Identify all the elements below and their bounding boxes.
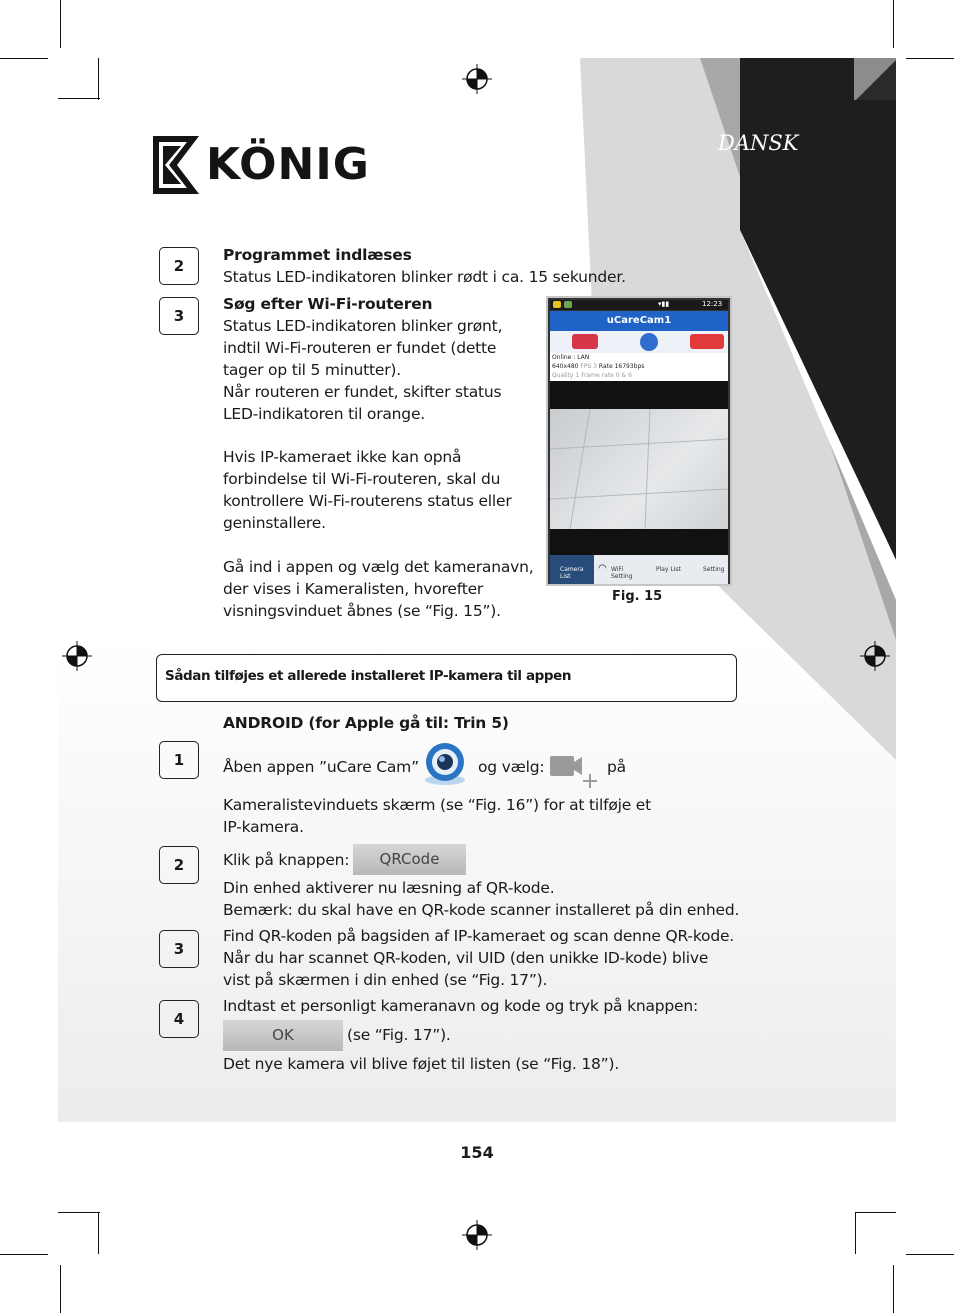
step-text: og vælg:: [478, 758, 545, 776]
tab-bar: [550, 555, 728, 584]
step-title: Søg efter Wi-Fi-routeren: [223, 295, 433, 313]
step-text: Hvis IP-kameraet ikke kan opnå: [223, 448, 462, 466]
registration-mark-icon: [462, 64, 492, 94]
phone-screenshot: [546, 296, 732, 586]
info-panel: [550, 353, 728, 381]
qrcode-button[interactable]: QRCode: [353, 844, 466, 875]
trim-mark: [855, 1212, 896, 1213]
step-text: kontrollere Wi-Fi-routerens status eller: [223, 492, 512, 510]
status-time: 12:23: [702, 300, 723, 308]
step-title: Programmet indlæses: [223, 246, 412, 264]
step-text: Når du har scannet QR-koden, vil UID (den unikke ID-kode) blive: [223, 949, 709, 967]
step-number: 1: [159, 741, 199, 779]
ok-button[interactable]: OK: [223, 1020, 343, 1051]
trim-mark: [906, 58, 954, 59]
step-text: Status LED-indikatoren blinker rødt i ca. 15 sekunder.: [223, 268, 626, 286]
trim-mark: [0, 1254, 48, 1255]
info-line: Quality 1 Frame rate 0 & 6: [552, 372, 632, 379]
step-text: der vises i Kameralisten, hvorefter: [223, 580, 484, 598]
trim-mark: [0, 58, 48, 59]
section-heading-box: [156, 654, 737, 702]
step-text: på: [607, 758, 626, 776]
step-number: 3: [159, 930, 199, 968]
step-text: visningsvinduet åbnes (se “Fig. 15”).: [223, 602, 501, 620]
tab-wifi-setting[interactable]: [595, 555, 639, 584]
section-subtitle: ANDROID (for Apple gå til: Trin 5): [223, 714, 509, 732]
step-number: 2: [159, 846, 199, 884]
tab-label: Play List: [656, 566, 681, 573]
trim-mark: [58, 98, 100, 99]
step-text: (se “Fig. 17”).: [347, 1026, 451, 1044]
tab-label: Camera List: [560, 566, 584, 580]
app-status-icon: [564, 301, 572, 308]
video-bottom-band: [550, 529, 728, 555]
step-text: Indtast et personligt kameranavn og kode og tryk på knappen:: [223, 997, 699, 1015]
trim-mark: [906, 1254, 954, 1255]
tab-play-list[interactable]: [640, 555, 684, 584]
video-feed: [550, 409, 728, 529]
step-text: forbindelse til Wi-Fi-routeren, skal du: [223, 470, 501, 488]
trim-mark: [98, 58, 99, 100]
step-text: Gå ind i appen og vælg det kameranavn,: [223, 558, 534, 576]
step-number: 4: [159, 1000, 199, 1038]
record-icon[interactable]: [572, 334, 598, 349]
trim-mark: [855, 1212, 856, 1254]
brand-name: KÖNIG: [206, 139, 370, 190]
step-number: 3: [159, 297, 199, 335]
info-line: 640x480 FPS 3 Rate 16793bps: [552, 363, 645, 370]
section-title: Sådan tilføjes et allerede installeret IP-kamera til appen: [165, 668, 572, 684]
tab-label: Setting: [703, 566, 725, 573]
figure-caption: Fig. 15: [612, 589, 663, 604]
trim-mark: [58, 1212, 100, 1213]
step-text: vist på skærmen i din enhed (se “Fig. 17”).: [223, 971, 548, 989]
tab-label: WiFi Setting: [611, 566, 633, 580]
video-grid-lines: [550, 409, 728, 529]
app-status-icon: [553, 301, 561, 308]
app-toolbar: [550, 331, 728, 353]
app-title-bar: [550, 311, 728, 331]
language-label: DANSK: [718, 131, 799, 155]
app-title: uCareCam1: [606, 315, 672, 326]
trim-mark: [98, 1212, 99, 1254]
step-text: tager op til 5 minutter).: [223, 361, 401, 379]
info-line: Online : LAN: [552, 354, 590, 361]
step-text: indtil Wi-Fi-routeren er fundet (dette: [223, 339, 497, 357]
talk-icon[interactable]: [690, 334, 724, 349]
step-text: Åben appen ”uCare Cam”: [223, 758, 419, 776]
ucare-cam-app-icon: [417, 740, 473, 788]
step-text: Når routeren er fundet, skifter status: [223, 383, 502, 401]
tab-camera-list[interactable]: [550, 555, 594, 584]
step-text: Status LED-indikatoren blinker grønt,: [223, 317, 503, 335]
step-text: IP-kamera.: [223, 818, 304, 836]
step-text: Klik på knappen:: [223, 851, 350, 869]
tab-setting[interactable]: [685, 555, 728, 584]
step-text: geninstallere.: [223, 514, 326, 532]
registration-mark-icon: [462, 1220, 492, 1250]
step-text: Find QR-koden på bagsiden af IP-kameraet og scan denne QR-kode.: [223, 927, 735, 945]
mute-icon[interactable]: [640, 333, 658, 351]
konig-logo-mark-icon: [153, 136, 199, 194]
step-text: Bemærk: du skal have en QR-kode scanner installeret på din enhed.: [223, 901, 740, 919]
step-text: Din enhed aktiverer nu læsning af QR-kode.: [223, 879, 555, 897]
registration-mark-icon: [860, 641, 890, 671]
trim-mark: [893, 1265, 894, 1313]
step-text: LED-indikatoren til orange.: [223, 405, 426, 423]
status-bar: [550, 300, 728, 310]
step-number: 2: [159, 247, 199, 285]
add-camera-icon[interactable]: [550, 752, 600, 790]
trim-mark: [60, 1265, 61, 1313]
trim-mark: [60, 0, 61, 48]
registration-mark-icon: [62, 641, 92, 671]
trim-mark: [893, 0, 894, 48]
wifi-signal-icon: ▾▮▮: [658, 300, 670, 308]
step-text: Det nye kamera vil blive føjet til listen (se “Fig. 18”).: [223, 1055, 620, 1073]
step-text: Kameralistevinduets skærm (se “Fig. 16”) for at tilføje et: [223, 796, 651, 814]
page-number: 154: [460, 1143, 494, 1162]
video-top-band: [550, 381, 728, 409]
wifi-icon: ◠: [598, 563, 607, 574]
